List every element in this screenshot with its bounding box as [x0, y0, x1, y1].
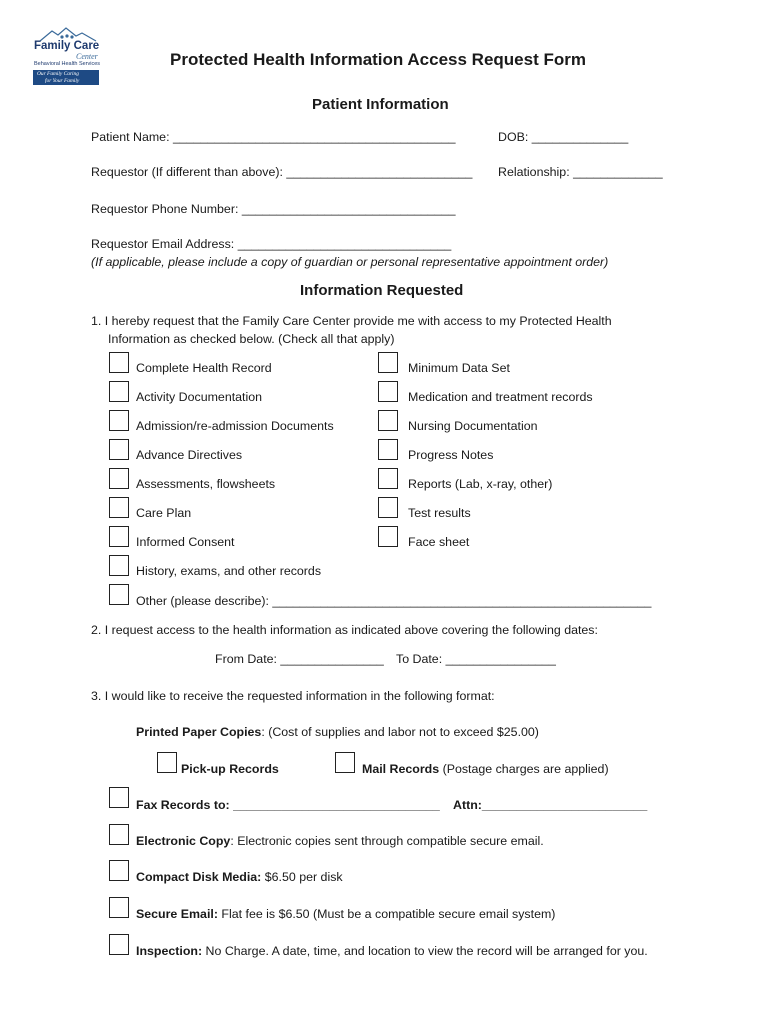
checkbox-fax-records[interactable] [109, 787, 129, 808]
option-label: Admission/re-admission Documents [136, 419, 334, 433]
checkbox-electronic-copy[interactable] [109, 824, 129, 845]
checkbox-progress-notes[interactable] [378, 439, 398, 460]
mail-line [362, 761, 609, 777]
electronic-text: : Electronic copies sent through compatible secure email. [230, 834, 544, 848]
option-label: History, exams, and other records [136, 564, 322, 578]
electronic-label: Electronic Copy [136, 834, 231, 848]
option-label: Assessments, flowsheets [136, 477, 276, 491]
fax-line[interactable] [136, 797, 440, 813]
option-label: Medication and treatment records [408, 390, 593, 404]
logo-motto-line1: Our Family Caring [37, 71, 79, 77]
inspection-text: No Charge. A date, time, and location to view the record will be arranged for you. [202, 944, 648, 958]
electronic-line [136, 833, 544, 849]
logo-name: Family Care [34, 40, 100, 52]
checkbox-test-results[interactable] [378, 497, 398, 518]
checkbox-advance-directives[interactable] [109, 439, 129, 460]
checkbox-care-plan[interactable] [109, 497, 129, 518]
secure-email-line [136, 906, 555, 922]
cd-line [136, 869, 343, 885]
attn-line[interactable] [453, 797, 647, 813]
dob-field[interactable]: DOB: ______________ [498, 130, 629, 144]
cd-label: Compact Disk Media: [136, 870, 262, 884]
checkbox-inspection[interactable] [109, 934, 129, 955]
inspection-label: Inspection: [136, 944, 203, 958]
checkbox-assessments[interactable] [109, 468, 129, 489]
option-label: Progress Notes [408, 448, 494, 462]
checkbox-admission-documents[interactable] [109, 410, 129, 431]
option-label: Reports (Lab, x-ray, other) [408, 477, 553, 491]
checkbox-nursing-documentation[interactable] [378, 410, 398, 431]
item3-text: 3. I would like to receive the requested information in the following format: [91, 689, 495, 703]
family-care-logo [30, 26, 102, 88]
checkbox-history-exams[interactable] [109, 555, 129, 576]
secure-email-text: Flat fee is $6.50 (Must be a compatible secure email system) [217, 907, 556, 921]
printed-copies-line [136, 724, 539, 740]
option-label: Informed Consent [136, 535, 235, 549]
logo-script: Center [76, 52, 98, 61]
option-label: Activity Documentation [136, 390, 263, 404]
item2-text: 2. I request access to the health information as indicated above covering the following dates: [91, 623, 598, 637]
printed-copies-label: Printed Paper Copies [136, 725, 262, 739]
option-label: Advance Directives [136, 448, 243, 462]
logo-motto-line2: for Your Family [45, 77, 80, 84]
logo-motto-band [33, 70, 99, 85]
relationship-field[interactable]: Relationship: _____________ [498, 165, 663, 179]
requestor-email-field[interactable]: Requestor Email Address: _______________________________ [91, 237, 452, 251]
printed-copies-text: : (Cost of supplies and labor not to exceed $25.00) [261, 725, 539, 739]
checkbox-face-sheet[interactable] [378, 526, 398, 547]
logo-tagline: Behavioral Health Services [34, 61, 101, 67]
inspection-line [136, 943, 648, 959]
item1-text: 1. I hereby request that the Family Care Center provide me with access to my Protected Health [91, 314, 612, 328]
info-requested-heading: Information Requested [300, 282, 464, 299]
to-date-field[interactable]: To Date: ________________ [396, 652, 556, 666]
guardian-note: (If applicable, please include a copy of guardian or personal representative appointment order) [91, 255, 609, 269]
checkbox-informed-consent[interactable] [109, 526, 129, 547]
checkbox-reports[interactable] [378, 468, 398, 489]
option-label: Face sheet [408, 535, 470, 549]
page-title: Protected Health Information Access Request Form [170, 50, 586, 69]
checkbox-complete-health-record[interactable] [109, 352, 129, 373]
option-label: Complete Health Record [136, 361, 272, 375]
patient-name-field[interactable]: Patient Name: _________________________________________ [91, 130, 456, 144]
patient-info-heading: Patient Information [312, 96, 449, 113]
requestor-phone-field[interactable]: Requestor Phone Number: _______________________________ [91, 202, 456, 216]
from-date-field[interactable]: From Date: _______________ [215, 652, 384, 666]
checkbox-pickup-records[interactable] [157, 752, 177, 773]
option-label: Minimum Data Set [408, 361, 510, 375]
item1-text-cont: Information as checked below. (Check all that apply) [108, 332, 395, 346]
option-label-other[interactable]: Other (please describe): _______________________________________________________ [136, 594, 652, 608]
option-label: Care Plan [136, 506, 192, 520]
checkbox-compact-disk[interactable] [109, 860, 129, 881]
attn-label: Attn:________________________ [453, 798, 648, 812]
checkbox-mail-records[interactable] [335, 752, 355, 773]
checkbox-other[interactable] [109, 584, 129, 605]
pickup-line [181, 761, 279, 777]
checkbox-medication-records[interactable] [378, 381, 398, 402]
option-label: Nursing Documentation [408, 419, 538, 433]
checkbox-minimum-data-set[interactable] [378, 352, 398, 373]
checkbox-secure-email[interactable] [109, 897, 129, 918]
secure-email-label: Secure Email: [136, 907, 218, 921]
checkbox-activity-documentation[interactable] [109, 381, 129, 402]
mail-text: (Postage charges are applied) [439, 762, 609, 776]
mail-label: Mail Records [362, 762, 440, 776]
cd-text: $6.50 per disk [261, 870, 343, 884]
pickup-label: Pick-up Records [181, 762, 279, 776]
requestor-field[interactable]: Requestor (If different than above): ___________________________ [91, 165, 473, 179]
option-label: Test results [408, 506, 471, 520]
fax-label: Fax Records to: ______________________________ [136, 798, 440, 812]
